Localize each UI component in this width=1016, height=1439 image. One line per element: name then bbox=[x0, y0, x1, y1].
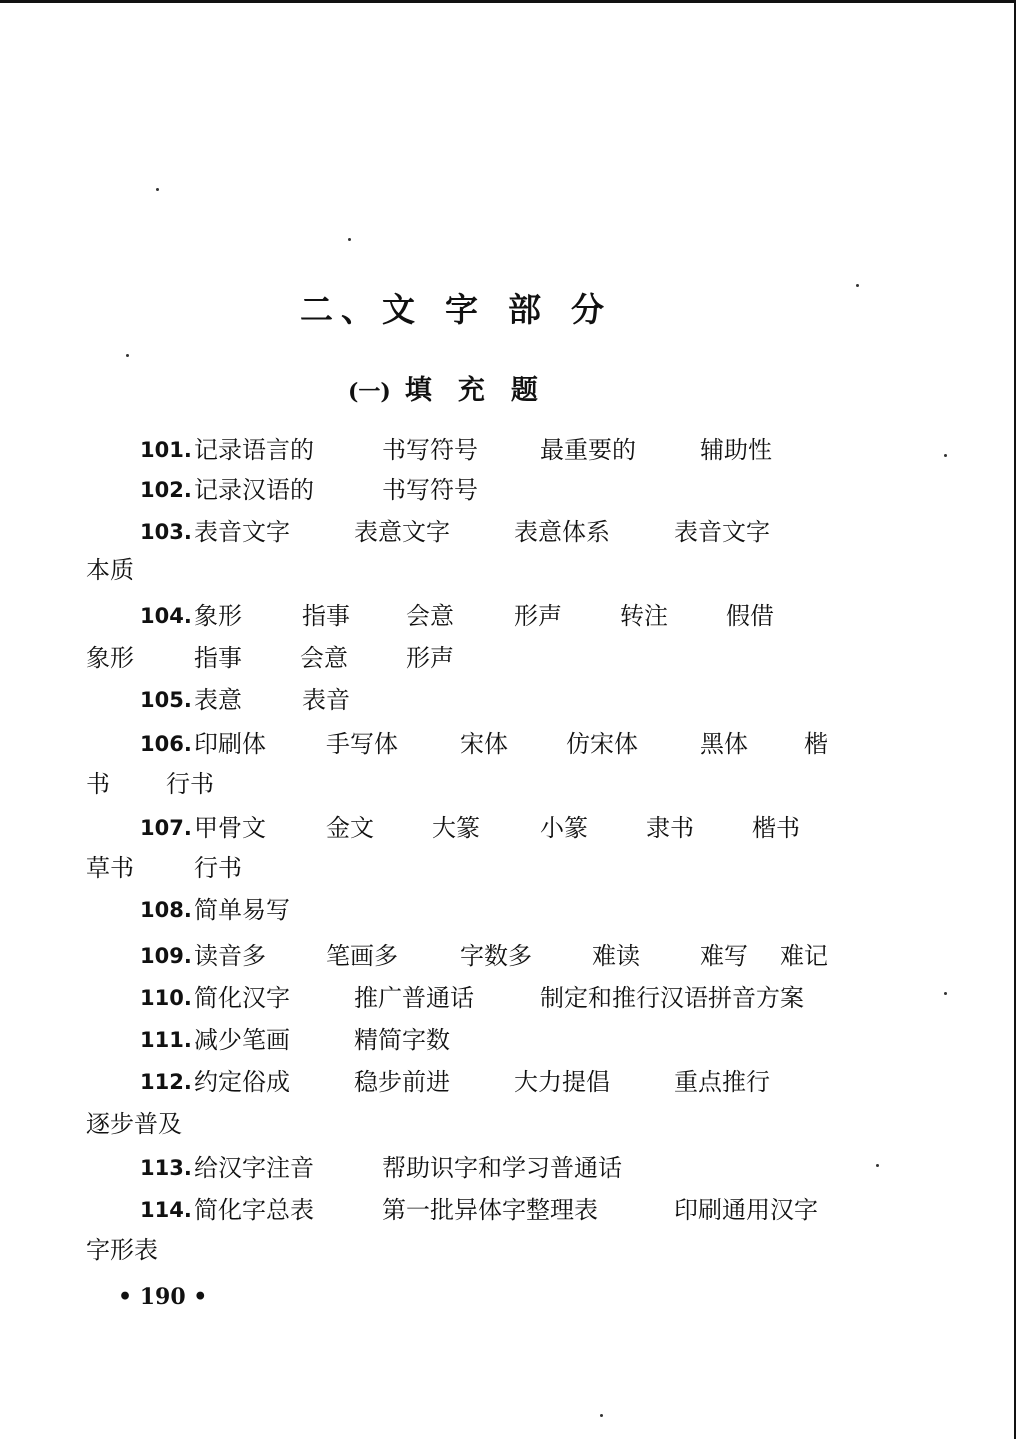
answer-term: 书写符号 bbox=[382, 476, 478, 504]
subsection-title-char: 填 bbox=[404, 375, 432, 406]
answer-term: 简化汉字 bbox=[194, 984, 290, 1012]
answer-term: 大力提倡 bbox=[514, 1068, 610, 1096]
answer-term: 行书 bbox=[194, 854, 242, 882]
question-number: 106. bbox=[140, 732, 192, 756]
section-title-part: 部 bbox=[508, 290, 549, 329]
answer-term: 记录语言的 bbox=[194, 436, 314, 464]
question-number: 101. bbox=[140, 438, 192, 462]
section-title-part: 二、文 bbox=[300, 290, 423, 329]
answer-term: 隶书 bbox=[646, 814, 694, 842]
answer-term: 制定和推行汉语拼音方案 bbox=[540, 984, 804, 1012]
answer-term: 表音文字 bbox=[674, 518, 770, 546]
answer-term: 帮助识字和学习普通话 bbox=[382, 1154, 622, 1182]
answer-term: 推广普通话 bbox=[354, 984, 474, 1012]
answer-term: 印刷体 bbox=[194, 730, 266, 758]
answer-term: 简单易写 bbox=[194, 896, 290, 924]
answer-term: 给汉字注音 bbox=[194, 1154, 314, 1182]
scan-speck bbox=[944, 454, 947, 457]
answer-term: 简化字总表 bbox=[194, 1196, 314, 1224]
answer-term: 会意 bbox=[406, 602, 454, 630]
answer-term: 辅助性 bbox=[700, 436, 772, 464]
section-title-part: 分 bbox=[571, 290, 612, 329]
answer-term: 最重要的 bbox=[540, 436, 636, 464]
question-number: 111. bbox=[140, 1028, 192, 1052]
answer-term: 表意体系 bbox=[514, 518, 610, 546]
answer-term: 宋体 bbox=[460, 730, 508, 758]
answer-term: 大篆 bbox=[432, 814, 480, 842]
subsection-title-char: 充 bbox=[457, 375, 485, 406]
answer-term: 表音文字 bbox=[194, 518, 290, 546]
answer-term: 表意文字 bbox=[354, 518, 450, 546]
answer-term: 减少笔画 bbox=[194, 1026, 290, 1054]
answer-term: 印刷通用汉字 bbox=[674, 1196, 818, 1224]
answer-term: 黑体 bbox=[700, 730, 748, 758]
answer-term: 本质 bbox=[86, 556, 134, 584]
answer-term: 手写体 bbox=[326, 730, 398, 758]
answer-term: 精简字数 bbox=[354, 1026, 450, 1054]
answer-term: 稳步前进 bbox=[354, 1068, 450, 1096]
subsection-number: (一) bbox=[348, 379, 391, 405]
answer-term: 书 bbox=[86, 770, 110, 798]
question-number: 103. bbox=[140, 520, 192, 544]
answer-term: 指事 bbox=[302, 602, 350, 630]
answer-term: 转注 bbox=[620, 602, 668, 630]
answer-term: 会意 bbox=[300, 644, 348, 672]
scan-speck bbox=[944, 992, 947, 995]
answer-term: 难读 bbox=[592, 942, 640, 970]
page-number: • 190 • bbox=[118, 1284, 208, 1310]
question-number: 109. bbox=[140, 944, 192, 968]
scan-speck bbox=[126, 354, 129, 357]
answer-term: 第一批异体字整理表 bbox=[382, 1196, 598, 1224]
question-number: 105. bbox=[140, 688, 192, 712]
answer-term: 逐步普及 bbox=[86, 1110, 182, 1138]
scan-speck bbox=[876, 1164, 879, 1167]
page-top-border bbox=[0, 0, 1016, 3]
answer-term: 表意 bbox=[194, 686, 242, 714]
answer-term: 假借 bbox=[726, 602, 774, 630]
answer-term: 书写符号 bbox=[382, 436, 478, 464]
answer-term: 形声 bbox=[406, 644, 454, 672]
answer-term: 字数多 bbox=[460, 942, 532, 970]
question-number: 112. bbox=[140, 1070, 192, 1094]
subsection-title-char: 题 bbox=[510, 375, 538, 406]
scan-speck bbox=[348, 238, 351, 241]
scan-speck bbox=[600, 1414, 603, 1417]
answer-term: 表音 bbox=[302, 686, 350, 714]
subsection-title bbox=[348, 368, 564, 407]
answer-term: 重点推行 bbox=[674, 1068, 770, 1096]
question-number: 114. bbox=[140, 1198, 192, 1222]
answer-term: 甲骨文 bbox=[194, 814, 266, 842]
question-number: 108. bbox=[140, 898, 192, 922]
section-title-part: 字 bbox=[445, 290, 486, 329]
scan-speck bbox=[856, 284, 859, 287]
question-number: 113. bbox=[140, 1156, 192, 1180]
answer-term: 约定俗成 bbox=[194, 1068, 290, 1096]
answer-term: 字形表 bbox=[86, 1236, 158, 1264]
section-title bbox=[300, 284, 634, 331]
answer-term: 象形 bbox=[86, 644, 134, 672]
question-number: 102. bbox=[140, 478, 192, 502]
answer-term: 金文 bbox=[326, 814, 374, 842]
question-number: 107. bbox=[140, 816, 192, 840]
question-number: 104. bbox=[140, 604, 192, 628]
answer-term: 仿宋体 bbox=[566, 730, 638, 758]
answer-term: 读音多 bbox=[194, 942, 266, 970]
answer-term: 象形 bbox=[194, 602, 242, 630]
answer-term: 小篆 bbox=[540, 814, 588, 842]
answer-term: 形声 bbox=[514, 602, 562, 630]
answer-term: 楷 bbox=[804, 730, 828, 758]
answer-term: 笔画多 bbox=[326, 942, 398, 970]
answer-term: 楷书 bbox=[752, 814, 800, 842]
question-number: 110. bbox=[140, 986, 192, 1010]
answer-term: 行书 bbox=[166, 770, 214, 798]
answer-term: 难写 bbox=[700, 942, 748, 970]
scan-speck bbox=[156, 188, 159, 191]
answer-term: 难记 bbox=[780, 942, 828, 970]
answer-term: 指事 bbox=[194, 644, 242, 672]
answer-term: 记录汉语的 bbox=[194, 476, 314, 504]
answer-term: 草书 bbox=[86, 854, 134, 882]
